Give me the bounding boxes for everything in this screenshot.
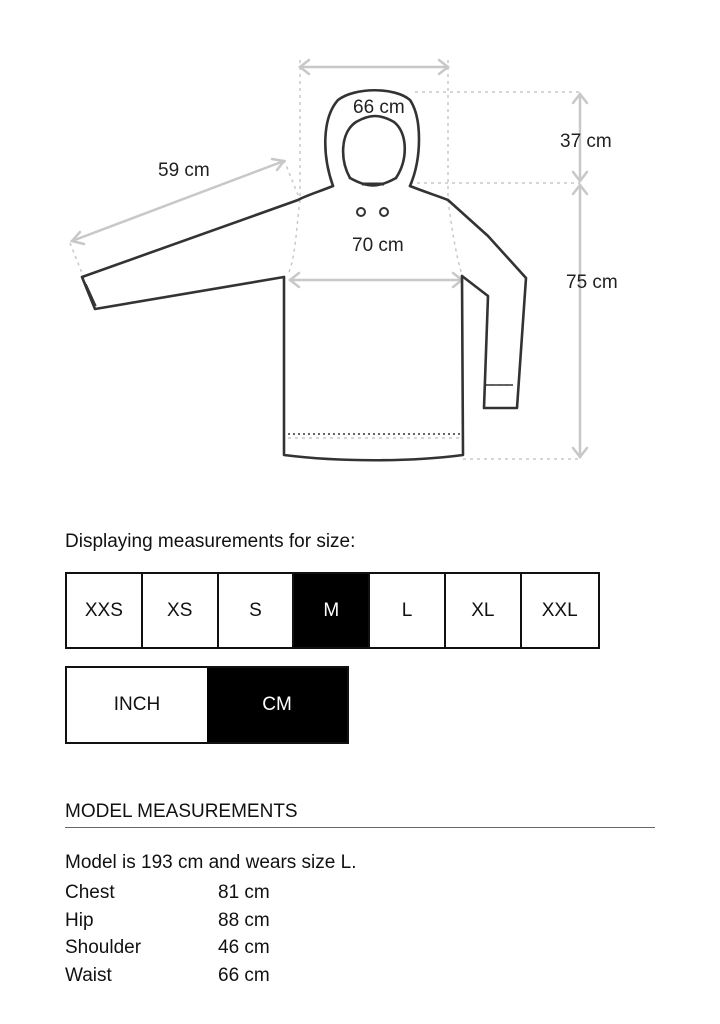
model-measurement-row [65, 934, 270, 962]
measurement-value: 66 cm [218, 964, 270, 986]
unit-button-inch[interactable]: INCH [67, 668, 207, 742]
size-button-xxl[interactable]: XXL [522, 574, 598, 647]
size-button-s[interactable]: S [219, 574, 295, 647]
size-button-xl[interactable]: XL [446, 574, 522, 647]
model-summary: Model is 193 cm and wears size L. [65, 852, 357, 873]
hoodie-size-diagram [0, 0, 720, 500]
sleeve-length-label: 59 cm [158, 160, 210, 181]
unit-selector [65, 666, 349, 744]
size-button-l[interactable]: L [370, 574, 446, 647]
model-measurements-heading: MODEL MEASUREMENTS [65, 801, 655, 828]
model-measurement-row [65, 907, 270, 935]
model-measurement-row [65, 879, 270, 907]
size-button-xs[interactable]: XS [143, 574, 219, 647]
chest-width-label: 70 cm [352, 235, 404, 256]
measurement-value: 46 cm [218, 937, 270, 959]
model-measurements-table [65, 879, 270, 990]
measurement-label: Chest [65, 881, 115, 903]
hood-width-label: 66 cm [353, 97, 405, 118]
model-measurement-row [65, 962, 270, 990]
size-selector [65, 572, 600, 649]
size-button-m[interactable]: M [294, 574, 370, 647]
size-selector-label: Displaying measurements for size: [65, 531, 356, 552]
measurement-value: 81 cm [218, 881, 270, 903]
measurement-value: 88 cm [218, 909, 270, 931]
measurement-label: Hip [65, 909, 94, 931]
size-button-xxs[interactable]: XXS [67, 574, 143, 647]
unit-button-cm[interactable]: CM [207, 668, 347, 742]
measurement-label: Shoulder [65, 937, 142, 959]
measurement-label: Waist [65, 964, 112, 986]
body-length-label: 75 cm [566, 272, 618, 293]
hood-height-label: 37 cm [560, 131, 612, 152]
